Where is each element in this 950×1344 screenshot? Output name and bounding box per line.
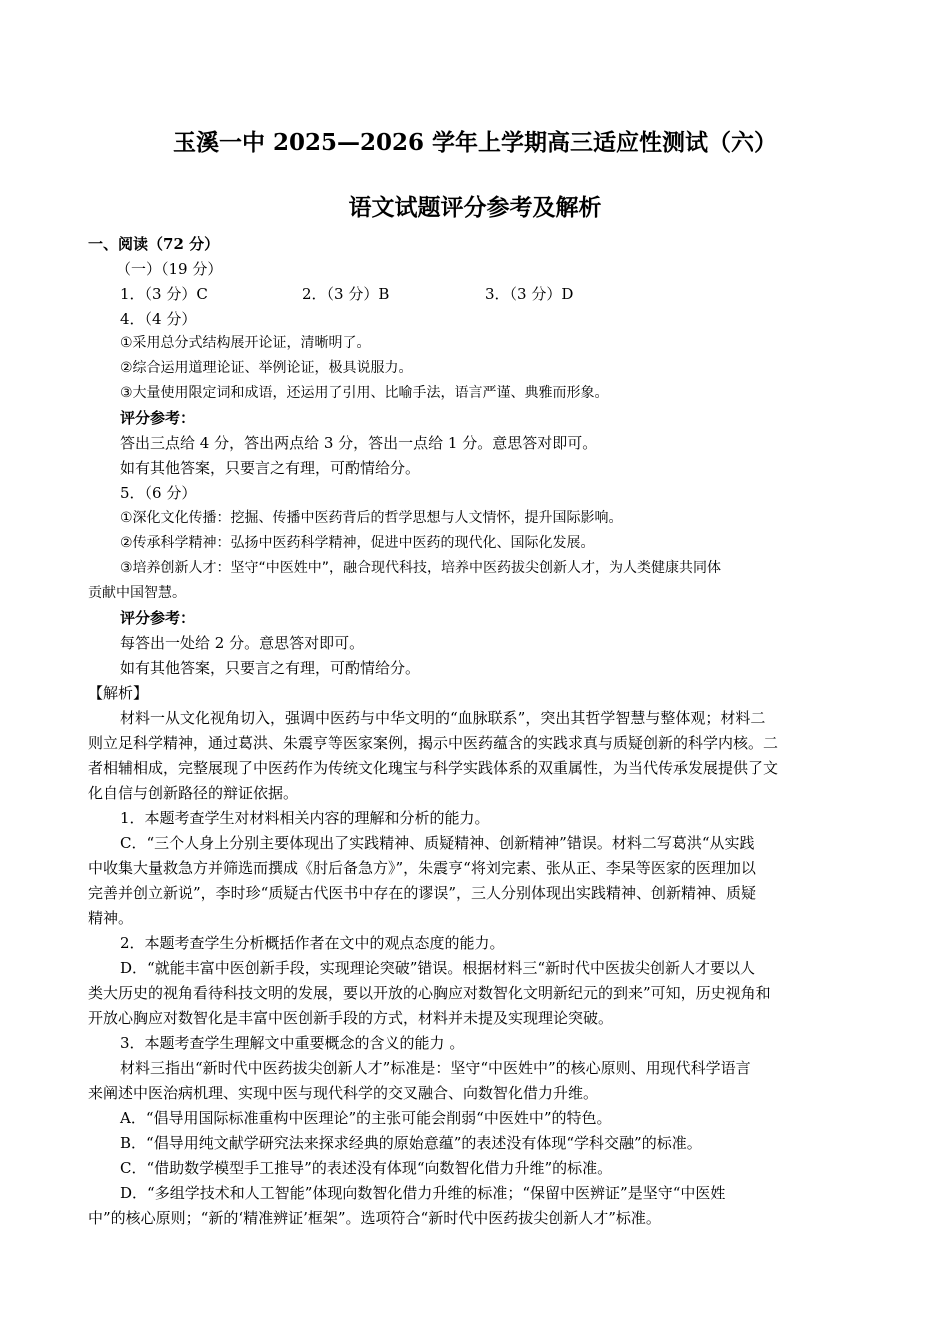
analysis-line: 来阐述中医治病机理、实现中医与现代科学的交叉融合、向数智化借力升维。 [88,1084,599,1102]
q5-point: ②传承科学精神：弘扬中医药科学精神，促进中医药的现代化、国际化发展。 [120,535,595,551]
analysis-line: 者相辅相成，完整展现了中医药作为传统文化瑰宝与科学实践体系的双重属性，为当代传承发展提供了文 [88,759,779,777]
q5-point: ①深化文化传播：挖掘、传播中医药背后的哲学思想与人文情怀，提升国际影响。 [120,510,623,526]
answer-q1: 1．（3 分）C [120,285,208,303]
analysis-line: 开放心胸应对数智化是丰富中医创新手段的方式，材料并未提及实现理论突破。 [88,1009,614,1027]
analysis-line: D．“多组学技术和人工智能”体现向数智化借力升维的标准；“保留中医辨证”是坚守“中医姓 [120,1184,726,1202]
q4-point: ③大量使用限定词和成语，还运用了引用、比喻手法，语言严谨、典雅而形象。 [120,385,609,401]
analysis-line: 完善并创立新说”，李时珍“质疑古代医书中存在的谬误”，三人分别体现出实践精神、创新精神、质疑 [88,884,757,902]
analysis-line: 材料三指出“新时代中医药拔尖创新人才”标准是：坚守“中医姓中”的核心原则、用现代科学语言 [120,1059,751,1077]
answer-q2: 2．（3 分）B [302,285,390,303]
page-subtitle: 语文试题评分参考及解析 [348,194,602,221]
analysis-line: 中收集大量救急方并筛选而撰成《肘后备急方》”，朱震亨“将刘完素、张从正、李杲等医家的医理加以 [88,859,756,877]
answer-q5-label: 5．（6 分） [120,484,197,502]
analysis-line: 类大历史的视角看待科技文明的发展，要以开放的心胸应对数智化文明新纪元的到来”可知，历史视角和 [88,984,771,1002]
analysis-line: D．“就能丰富中医创新手段，实现理论突破”错误。根据材料三“新时代中医拔尖创新人才要以人 [120,959,756,977]
q4-scoring-line: 如有其他答案，只要言之有理，可酌情给分。 [120,459,421,477]
page-title: 玉溪一中 2025—2026 学年上学期高三适应性测试（六） [172,129,778,156]
analysis-line: 则立足科学精神，通过葛洪、朱震亨等医家案例，揭示中医药蕴含的实践求真与质疑创新的科学内核。二 [88,734,779,752]
q4-point: ①采用总分式结构展开论证，清晰明了。 [120,335,371,351]
q5-scoring-line: 每答出一处给 2 分。意思答对即可。 [120,634,365,652]
answer-q3: 3．（3 分）D [485,285,574,303]
analysis-line: 3．本题考查学生理解文中重要概念的含义的能力 。 [120,1034,465,1052]
analysis-line: B．“倡导用纯文献学研究法来探求经典的原始意蕴”的表述没有体现“学科交融”的标准。 [120,1134,702,1152]
section-heading: 一、阅读（72 分） [88,235,220,253]
analysis-line: 精神。 [88,909,134,927]
q5-scoring-line: 如有其他答案，只要言之有理，可酌情给分。 [120,659,421,677]
q4-scoring-line: 答出三点给 4 分，答出两点给 3 分，答出一点给 1 分。意思答对即可。 [120,434,598,452]
analysis-line: 2．本题考查学生分析概括作者在文中的观点态度的能力。 [120,934,505,952]
analysis-line: 化自信与创新路径的辩证依据。 [88,784,299,802]
analysis-line: A．“倡导用国际标准重构中医理论”的主张可能会削弱“中医姓中”的特色。 [120,1109,612,1127]
subsection-heading: （一）（19 分） [116,260,223,278]
q5-scoring-label: 评分参考： [120,609,196,627]
analysis-line: C．“三个人身上分别主要体现出了实践精神、质疑精神、创新精神”错误。材料二写葛洪“从实践 [120,834,755,852]
analysis-label: 【解析】 [88,684,149,702]
analysis-line: 1．本题考查学生对材料相关内容的理解和分析的能力。 [120,809,490,827]
answer-q4-label: 4．（4 分） [120,310,197,328]
analysis-line: 材料一从文化视角切入，强调中医药与中华文明的“血脉联系”，突出其哲学智慧与整体观；材料二 [120,709,766,727]
analysis-line: 中”的核心原则；“新的‘精准辨证’框架”。选项符合“新时代中医药拔尖创新人才”标准。 [88,1209,661,1227]
q4-scoring-label: 评分参考： [120,409,196,427]
analysis-line: C．“借助数学模型手工推导”的表述没有体现“向数智化借力升维”的标准。 [120,1159,613,1177]
q5-point: ③培养创新人才：坚守“中医姓中”，融合现代科技，培养中医药拔尖创新人才，为人类健康共同体 [120,560,722,576]
q5-point: 贡献中国智慧。 [88,585,186,601]
q4-point: ②综合运用道理论证、举例论证，极具说服力。 [120,360,413,376]
